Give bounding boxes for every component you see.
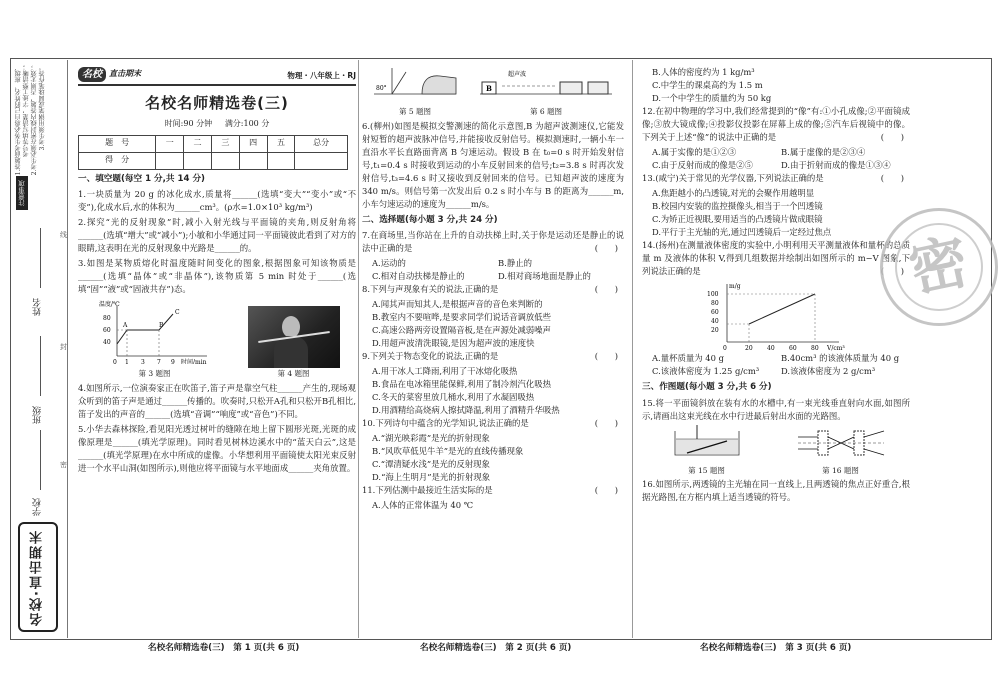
- notice-line-3: 2.考生必须在密封线内答题，否则无效；: [31, 64, 38, 176]
- q7-option-d[interactable]: D.相对商场地面是静止的: [498, 271, 591, 282]
- mv-ytick: 40: [711, 318, 719, 326]
- water-tank-figure: [667, 425, 747, 461]
- question-4: 4.如图所示,一位演奏家正在吹笛子,笛子声是靠空气柱______产生的,现场观众听到的笛子声是通过______传播的。吹奏时,只松开A孔和只松开B孔相比,笛子发出的声音的______(选填“音调”“响度”或“音色”)不同。: [78, 382, 356, 419]
- section-choice: 二、选择题(每小题 3 分,共 24 分): [362, 214, 498, 225]
- notice-line-4: 3.考生须用钢笔或圆珠笔作答。: [39, 64, 46, 151]
- page-1-footer: 名校名师精选卷(三) 第 1 页(共 6 页): [148, 643, 300, 653]
- mv-ytick: 20: [711, 327, 719, 335]
- mv-xtick: 60: [789, 345, 797, 353]
- q11-option-c[interactable]: C.中学生的课桌高约为 1.5 m: [652, 80, 763, 91]
- question-11: 11.下列估测中最接近生活实际的是 ( ): [362, 485, 618, 496]
- q11-option-d[interactable]: D.一个中学生的质量约为 50 kg: [652, 93, 772, 104]
- q10-option-d[interactable]: D.“海上生明月”是光的折射现象: [372, 472, 491, 483]
- mv-ytick: 60: [711, 309, 719, 317]
- q10-option-c[interactable]: C.“潭清疑水浅”是光的反射现象: [372, 459, 490, 470]
- q14-option-b[interactable]: B.40cm³ 的该液体质量为 40 g: [781, 353, 900, 364]
- flute-player-photo: [248, 306, 340, 368]
- graph3-xtick: 0: [112, 359, 117, 365]
- exam-title: 名校名师精选卷(三): [145, 94, 289, 112]
- mv-xlabel: V/cm³: [827, 345, 845, 353]
- binding-strip: [12, 60, 68, 638]
- figures-5-6: [362, 66, 624, 118]
- question-10: 10.下列诗句中蕴含的光学知识,说法正确的是 ( ): [362, 418, 618, 429]
- q11-option-b[interactable]: B.人体的密度约为 1 kg/m³: [652, 67, 755, 77]
- confidential-seal: [880, 208, 998, 326]
- figure-16: [796, 425, 886, 477]
- graph3-xtick: 1: [124, 359, 129, 365]
- q9-option-c[interactable]: C.冬天的菜窖里放几桶水,利用了水凝固吸热: [372, 392, 535, 403]
- svg-text:B: B: [486, 84, 492, 93]
- q13-option-d[interactable]: D.平行于主光轴的光,通过凹透镜后一定经过焦点: [652, 227, 832, 238]
- ray: [864, 431, 884, 437]
- q7-option-c[interactable]: C.相对自动扶梯是静止的: [372, 271, 465, 282]
- ray: [864, 449, 884, 455]
- score-cell: 四: [239, 135, 267, 152]
- figure-15-caption: 第 15 题图: [688, 465, 725, 475]
- question-13: 13.(咸宁)关于常见的光学仪器,下列说法正确的是 ( ): [642, 173, 904, 184]
- exam-meta: [78, 118, 356, 130]
- logo-name: 直击期末: [109, 69, 141, 79]
- graph3-xtick: 9: [170, 359, 175, 365]
- mv-xtick: 40: [767, 345, 775, 353]
- lens-figure: [796, 425, 886, 461]
- question-7: 7.在商场里,当你站在上升的自动扶梯上时,关于你是运动还是静止的说法中正确的是 ( ): [362, 230, 624, 254]
- strip-brand-text: 名校·直击期末: [29, 528, 45, 626]
- brand-logo: [78, 67, 141, 83]
- score-input-cell[interactable]: [239, 152, 267, 169]
- mv-xtick: 0: [723, 345, 727, 353]
- question-1: 1.一块质量为 20 g 的冰化成水,质量将______(选填“变大”“变小”或“不变”),化成水后,水的体积为______cm³。(ρ水=1.0×10³ kg/m³): [78, 188, 356, 212]
- score-table-score-row: [79, 152, 348, 169]
- q14-options-row: [642, 365, 910, 378]
- mv-ytick: 80: [711, 300, 719, 308]
- score-input-cell[interactable]: [156, 152, 184, 169]
- school-line: [40, 430, 41, 490]
- time-label: 时间:90 分钟: [164, 119, 213, 129]
- mv-xtick: 80: [811, 345, 819, 353]
- q12-option-a[interactable]: A.属于实像的是①②③: [652, 147, 737, 158]
- page-3-footer: 名校名师精选卷(三) 第 3 页(共 6 页): [700, 643, 852, 653]
- graph3-xlabel: 时间/min: [180, 359, 206, 365]
- q11-option-a[interactable]: A.人体的正常体温为 40 ℃: [372, 500, 474, 511]
- q14-options-row: [642, 352, 910, 365]
- school-label: 学校: [33, 498, 43, 516]
- score-cell: 总分: [295, 135, 348, 152]
- q10-option-b[interactable]: B.“风吹草低见牛羊”是光的直线传播现象: [372, 446, 524, 457]
- subject-label: 物理・八年级上・RJ: [287, 71, 356, 81]
- figure-6-caption: 第 6 题图: [529, 107, 563, 117]
- class-line: [40, 336, 41, 396]
- column-divider-1: [358, 60, 359, 638]
- q14-option-d[interactable]: D.该液体密度为 2 g/cm³: [781, 366, 876, 377]
- question-6: 6.(柳州)如图是模拟交警测速的简化示意图,B 为超声波测速仪,它能发射短暂的超声波脉冲信号,并能接收反射信号。模拟测速时,一辆小车一直沿水平长直路面背离 B 匀速运动。假设 B 在 t₀=0 s 时开始发射信号,t₁=0.4 s 时接收到运动的小车反射回来的信号;t₂=3.8 s 时再次发射信号,t₃=4.6 s 时又接收到反射回来的信号。已知超声波的速度为 340 m/s。则信号第一次发出后 0.2 s 时小车与 B 的距离为______m,小车匀速运动的速度为______m/s。: [362, 120, 624, 209]
- question-3: 3.如图是某物质熔化时温度随时间变化的图象,根据图象可知该物质是______(选填“晶体”或“非晶体”),该物质第 5 min 时处于______(选填“固”“液”或“固液共存”)态。: [78, 258, 356, 295]
- mv-ylabel: m/g: [729, 283, 741, 291]
- q7-option-a[interactable]: A.运动的: [372, 258, 406, 269]
- score-input-cell[interactable]: [184, 152, 212, 169]
- q9-option-a[interactable]: A.用干冰人工降雨,利用了干冰熔化吸热: [372, 366, 518, 377]
- q9-option-b[interactable]: B.食品在电冰箱里能保鲜,利用了制冷剂汽化吸热: [372, 379, 551, 390]
- graph3-ytick: 40: [102, 339, 111, 347]
- q9-option-d[interactable]: D.用酒精给高烧病人擦拭降温,利用了酒精升华吸热: [372, 405, 560, 416]
- cave-shape: [422, 76, 456, 94]
- graph3-ylabel: 温度/℃: [98, 301, 120, 309]
- q8-option-a[interactable]: A.闻其声而知其人,是根据声音的音色来判断的: [372, 299, 543, 310]
- graph3-xtick: 7: [156, 359, 161, 365]
- seal-mark-feng: 封: [60, 343, 67, 351]
- seal-character: 密: [903, 226, 975, 306]
- page-2-column: [362, 66, 624, 512]
- melting-graph: [95, 298, 215, 364]
- class-label: 班级: [33, 406, 43, 424]
- question-16: 16.如图所示,两透镜的主光轴在同一直线上,且两透镜的焦点正好重合,根据光路图,在方框内填上适当透镜的符号。: [642, 479, 910, 503]
- q8-option-d[interactable]: D.用超声波清洗眼镜,是因为超声波的速度快: [372, 338, 535, 349]
- mv-xtick: 20: [745, 345, 753, 353]
- graph3-curve: [117, 314, 173, 344]
- question-15: 15.将一平面镜斜放在装有水的水槽中,有一束光线垂直射向水面,如图所示,请画出这束光线在水中行进最后射出水面的光路图。: [642, 397, 910, 421]
- figure-3-caption: 第 3 题图: [138, 369, 171, 379]
- logo-mark: 名校: [78, 67, 106, 83]
- mv-ytick: 100: [707, 291, 719, 299]
- graph3-xtick: 3: [140, 359, 145, 365]
- q14-option-c[interactable]: C.该液体密度为 1.25 g/cm³: [652, 366, 760, 377]
- question-12: 12.在初中物理的学习中,我们经常提到的“像”有:①小孔成像;②平面镜成像;③放大镜成像;④投影仪投影在屏幕上成的像;⑤汽车后视镜中的像。下列关于上述“像”的说法中正确的是 ( ): [642, 106, 910, 143]
- mv-data-line: [749, 294, 815, 324]
- car-1: [560, 82, 582, 94]
- q12-option-c[interactable]: C.由于反射而成的像是②⑤: [652, 160, 753, 171]
- q7-option-b[interactable]: B.静止的: [498, 258, 532, 269]
- figure-15: [667, 425, 747, 477]
- page-2-footer: 名校名师精选卷(三) 第 2 页(共 6 页): [420, 643, 572, 653]
- car-2: [588, 82, 608, 94]
- speed-figure: [476, 66, 616, 102]
- q7-options-row: [362, 270, 624, 283]
- q12-option-b[interactable]: B.属于虚像的是②③④: [781, 147, 866, 158]
- q8-option-b[interactable]: B.教室内不要喧哗,是要求同学们说话音调放低些: [372, 312, 551, 323]
- question-14: 14.(扬州)在测量液体密度的实验中,小明利用天平测量液体和量杯的总质量 m 及液体的体积 V,得到几组数据并绘制出如图所示的 m−V 图象,下列说法正确的是 ( ): [642, 240, 910, 277]
- score-input-cell[interactable]: [211, 152, 239, 169]
- score-input-cell[interactable]: [295, 152, 348, 169]
- score-cell: 一: [156, 135, 184, 152]
- notice-line-2: 考号等填写清楚，字迹工整清晰；: [23, 64, 30, 157]
- graph3-point-a: A: [122, 322, 127, 330]
- q13-option-c[interactable]: C.为矫正近视眼,要用适当的凸透镜片做成眼镜: [652, 214, 823, 225]
- score-cell: 三: [211, 135, 239, 152]
- name-line: [40, 228, 41, 288]
- figure-14: [642, 280, 910, 352]
- notice-badge: 注意事项: [16, 176, 28, 210]
- seal-mark-mi: 密: [60, 461, 67, 469]
- q7-options-row: [362, 257, 624, 270]
- score-cell: 二: [184, 135, 212, 152]
- column-divider-2: [632, 60, 633, 638]
- figures-3-4: [78, 298, 356, 380]
- score-table: [78, 135, 348, 170]
- q12-options-row: [642, 146, 910, 159]
- score-input-cell[interactable]: [267, 152, 295, 169]
- angle-line: [392, 72, 406, 94]
- score-cell: 题 号: [79, 135, 156, 152]
- q13-option-a[interactable]: A.焦距越小的凸透镜,对光的会聚作用越明显: [652, 188, 815, 199]
- question-2: 2.探究“光的反射现象”时,减小入射光线与平面镜的夹角,则反射角将______(选填“增大”或“减小”);小敏和小华通过同一平面镜彼此看到了对方的眼睛,这表明在光的反射现象中光路是______的。: [78, 216, 356, 254]
- page-header: [78, 66, 356, 86]
- figure-5-caption: 第 5 题图: [398, 107, 432, 117]
- q13-option-b[interactable]: B.校园内安装的监控摄像头,相当于一个凹透镜: [652, 201, 823, 212]
- q14-option-a[interactable]: A.量杯质量为 40 g: [652, 353, 724, 364]
- figure-5: [370, 66, 460, 118]
- strip-brand-logo: [18, 522, 58, 632]
- figure-16-caption: 第 16 题图: [822, 465, 859, 475]
- graph3-point-c: C: [174, 309, 180, 317]
- graph3-point-b: B: [158, 322, 163, 330]
- section-fill-blank: 一、填空题(每空 1 分,共 14 分): [78, 173, 205, 184]
- wave-label: 超声波: [508, 71, 527, 78]
- q10-option-a[interactable]: A.“湖光映彩霞”是光的折射现象: [372, 433, 490, 444]
- question-8: 8.下列与声现象有关的说法,正确的是 ( ): [362, 284, 618, 295]
- graph3-ytick: 60: [102, 327, 111, 335]
- q12-options-row: [642, 159, 910, 172]
- q12-option-d[interactable]: D.由于折射而成的像是①③④: [781, 160, 891, 171]
- seal-mark-xian: 线: [60, 231, 67, 239]
- cave-figure: [370, 66, 460, 102]
- notice-line-1: 1.答题前考生务必将自己的姓名、班级、: [15, 64, 22, 176]
- score-cell: 五: [267, 135, 295, 152]
- page-1-column: [78, 66, 356, 477]
- angle-label: 80°: [376, 85, 387, 92]
- name-field[interactable]: [12, 228, 68, 338]
- figure-3: [95, 298, 215, 380]
- page-3-column: [642, 66, 910, 506]
- q8-option-c[interactable]: C.高速公路两旁设置隔音板,是在声源处减弱噪声: [372, 325, 551, 336]
- question-9: 9.下列关于物态变化的说法,正确的是 ( ): [362, 351, 618, 362]
- question-5: 5.小华去森林探险,看见阳光透过树叶的缝隙在地上留下圆形光斑,光斑的成像原理是______(填光学原理)。同时看见树林边溪水中的“蓝天白云”,这是______(填光学原理)在水中所成的虚像。小华想利用平面镜使太阳光束反射进一个水平山洞(如图所示),则他应将平面镜与水平地面成______夹角放置。: [78, 423, 356, 473]
- figure-4-caption: 第 4 题图: [277, 369, 310, 379]
- figure-4: [248, 306, 340, 380]
- score-table-header-row: [79, 135, 348, 152]
- graph3-ytick: 80: [102, 315, 111, 323]
- name-label: 姓名: [33, 298, 43, 316]
- mv-graph: [701, 280, 851, 352]
- figure-6: [476, 66, 616, 118]
- score-cell: 得 分: [79, 152, 156, 169]
- figures-15-16: [642, 425, 910, 477]
- score-label: 满分:100 分: [224, 119, 270, 129]
- section-drawing: 三、作图题(每小题 3 分,共 6 分): [642, 382, 772, 393]
